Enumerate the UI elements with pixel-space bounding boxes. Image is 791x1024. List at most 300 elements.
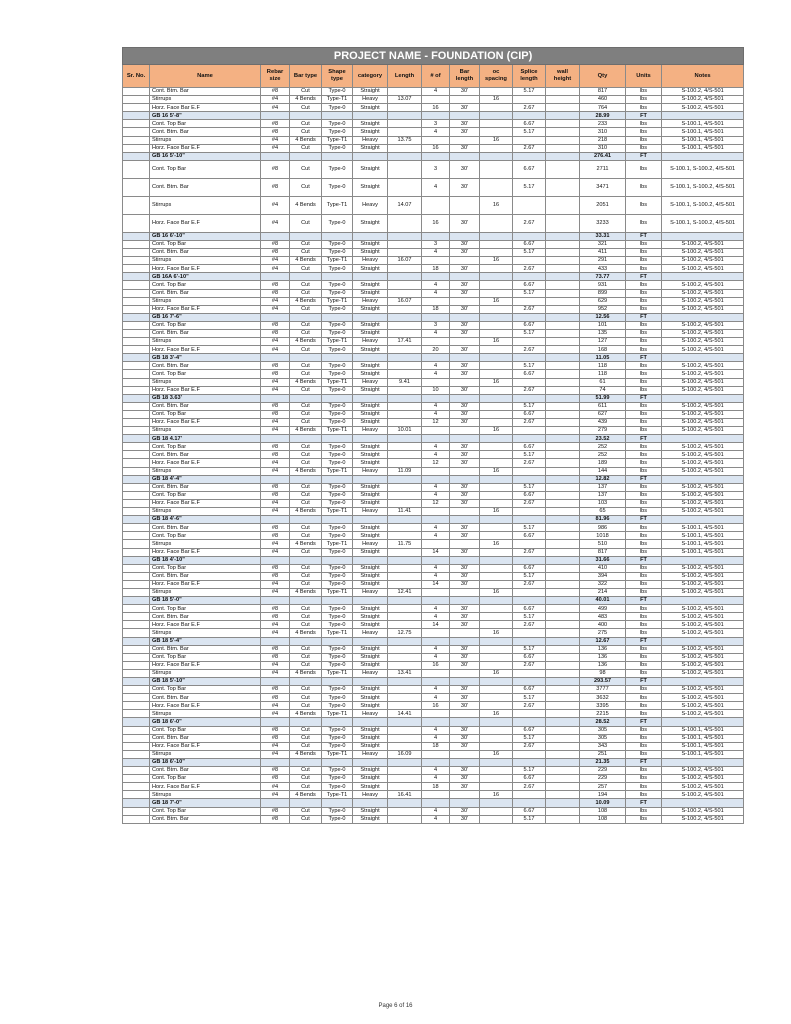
cell-len <box>388 645 422 653</box>
table-row <box>123 702 744 710</box>
cell-blen: 30' <box>450 144 480 152</box>
cell-units: lbs <box>626 532 662 540</box>
cell-name: Cont. Top Bar <box>150 443 261 451</box>
cell-oc <box>480 783 513 791</box>
cell-oc <box>480 362 513 370</box>
cell-name: GB 18 5'-0" <box>150 597 261 605</box>
cell-blen <box>450 338 480 346</box>
cell-wall <box>546 329 580 337</box>
cell-notes: S-100.2, 4/S-501 <box>662 775 744 783</box>
cell-name: Stirrups <box>150 629 261 637</box>
table-row <box>123 128 744 136</box>
cell-oc <box>480 799 513 807</box>
cell-sr <box>123 645 150 653</box>
cell-name: Stirrups <box>150 467 261 475</box>
cell-qty: 899 <box>580 289 626 297</box>
cell-oc <box>480 394 513 402</box>
cell-sr <box>123 178 150 196</box>
cell-sr <box>123 653 150 661</box>
cell-sr <box>123 750 150 758</box>
cell-len: 13.41 <box>388 669 422 677</box>
cell-shape: Type-0 <box>322 265 353 273</box>
cell-splice <box>513 112 546 120</box>
cell-qty: 108 <box>580 807 626 815</box>
cell-shape <box>322 435 353 443</box>
cell-num: 4 <box>422 767 450 775</box>
cell-blen: 30' <box>450 104 480 112</box>
cell-num <box>422 152 450 160</box>
cell-splice <box>513 435 546 443</box>
cell-blen: 30' <box>450 451 480 459</box>
cell-sr <box>123 427 150 435</box>
cell-bar: Cut <box>290 160 322 178</box>
cell-sr <box>123 532 150 540</box>
cell-size: #8 <box>261 613 290 621</box>
cell-bar: Cut <box>290 783 322 791</box>
cell-notes: S-100.2, 4/S-501 <box>662 499 744 507</box>
table-row <box>123 580 744 588</box>
cell-sr <box>123 605 150 613</box>
cell-shape <box>322 354 353 362</box>
group-header-row <box>123 556 744 564</box>
cell-shape <box>322 112 353 120</box>
cell-cat: Straight <box>353 329 388 337</box>
cell-splice <box>513 196 546 214</box>
cell-qty: 291 <box>580 257 626 265</box>
cell-name: GB 18 4'-4" <box>150 475 261 483</box>
cell-blen <box>450 378 480 386</box>
cell-cat: Straight <box>353 807 388 815</box>
cell-bar: Cut <box>290 734 322 742</box>
cell-oc <box>480 645 513 653</box>
cell-cat: Straight <box>353 532 388 540</box>
cell-wall <box>546 214 580 232</box>
cell-shape: Type-0 <box>322 783 353 791</box>
cell-size <box>261 435 290 443</box>
title-row <box>123 48 744 65</box>
cell-notes <box>662 475 744 483</box>
cell-len <box>388 564 422 572</box>
cell-qty: 229 <box>580 775 626 783</box>
cell-notes: S-100.2, 4/S-501 <box>662 669 744 677</box>
col-header-sr-no: Sr. No. <box>123 65 150 88</box>
table-row <box>123 196 744 214</box>
cell-notes: S-100.2, 4/S-501 <box>662 96 744 104</box>
cell-blen: 30' <box>450 783 480 791</box>
cell-size: #4 <box>261 96 290 104</box>
cell-qty: 189 <box>580 459 626 467</box>
cell-name: Horz. Face Bar E.F <box>150 346 261 354</box>
sheet-title: PROJECT NAME - FOUNDATION (CIP) <box>123 48 744 65</box>
cell-sr <box>123 451 150 459</box>
cell-len: 13.75 <box>388 136 422 144</box>
cell-blen: 30' <box>450 621 480 629</box>
cell-size: #8 <box>261 807 290 815</box>
cell-shape: Type-T1 <box>322 791 353 799</box>
cell-num <box>422 588 450 596</box>
cell-cat: Straight <box>353 702 388 710</box>
cell-qty: 214 <box>580 588 626 596</box>
cell-shape: Type-T1 <box>322 257 353 265</box>
cell-units: lbs <box>626 451 662 459</box>
cell-num <box>422 556 450 564</box>
cell-oc <box>480 305 513 313</box>
cell-len <box>388 742 422 750</box>
cell-cat: Heavy <box>353 427 388 435</box>
cell-num: 4 <box>422 524 450 532</box>
cell-shape: Type-0 <box>322 653 353 661</box>
cell-sr <box>123 799 150 807</box>
cell-name: Horz. Face Bar E.F <box>150 661 261 669</box>
cell-len <box>388 178 422 196</box>
table-row <box>123 214 744 232</box>
cell-len <box>388 305 422 313</box>
cell-cat <box>353 718 388 726</box>
cell-qty: 65 <box>580 508 626 516</box>
cell-units: lbs <box>626 257 662 265</box>
cell-bar: 4 Bends <box>290 750 322 758</box>
cell-cat: Heavy <box>353 338 388 346</box>
cell-wall <box>546 815 580 823</box>
cell-qty: 410 <box>580 564 626 572</box>
cell-bar: Cut <box>290 661 322 669</box>
cell-units: lbs <box>626 742 662 750</box>
cell-bar: 4 Bends <box>290 196 322 214</box>
cell-shape: Type-T1 <box>322 96 353 104</box>
cell-splice: 5.17 <box>513 178 546 196</box>
cell-splice: 2.67 <box>513 742 546 750</box>
cell-notes: S-100.2, 4/S-501 <box>662 629 744 637</box>
cell-shape: Type-0 <box>322 240 353 248</box>
cell-bar: 4 Bends <box>290 669 322 677</box>
cell-cat: Straight <box>353 419 388 427</box>
cell-oc <box>480 613 513 621</box>
cell-name: Stirrups <box>150 136 261 144</box>
cell-wall <box>546 499 580 507</box>
cell-len <box>388 249 422 257</box>
cell-blen: 30' <box>450 491 480 499</box>
cell-cat <box>353 152 388 160</box>
cell-size <box>261 556 290 564</box>
cell-len <box>388 475 422 483</box>
cell-num: 12 <box>422 499 450 507</box>
cell-size: #8 <box>261 694 290 702</box>
cell-len <box>388 386 422 394</box>
cell-cat: Straight <box>353 491 388 499</box>
cell-size: #8 <box>261 281 290 289</box>
cell-notes: S-100.2, 4/S-501 <box>662 694 744 702</box>
cell-len <box>388 524 422 532</box>
cell-splice: 2.67 <box>513 621 546 629</box>
cell-num <box>422 710 450 718</box>
cell-blen: 30' <box>450 702 480 710</box>
cell-size: #4 <box>261 750 290 758</box>
cell-shape: Type-T1 <box>322 540 353 548</box>
cell-num <box>422 791 450 799</box>
cell-qty: 23.52 <box>580 435 626 443</box>
cell-size: #8 <box>261 321 290 329</box>
cell-len <box>388 548 422 556</box>
cell-blen: 30' <box>450 775 480 783</box>
cell-name: GB 18 4'-6" <box>150 516 261 524</box>
cell-sr <box>123 621 150 629</box>
cell-qty: 293.57 <box>580 678 626 686</box>
cell-splice: 2.67 <box>513 548 546 556</box>
cell-cat: Straight <box>353 402 388 410</box>
cell-qty: 74 <box>580 386 626 394</box>
cell-notes: S-100.2, 4/S-501 <box>662 257 744 265</box>
cell-splice: 2.67 <box>513 144 546 152</box>
cell-blen <box>450 597 480 605</box>
cell-cat: Heavy <box>353 629 388 637</box>
cell-name: Horz. Face Bar E.F <box>150 580 261 588</box>
cell-blen: 30' <box>450 386 480 394</box>
cell-oc: 16 <box>480 427 513 435</box>
cell-wall <box>546 564 580 572</box>
cell-qty: 33.31 <box>580 232 626 240</box>
cell-qty: 118 <box>580 362 626 370</box>
group-header-row <box>123 597 744 605</box>
cell-size <box>261 475 290 483</box>
cell-wall <box>546 273 580 281</box>
cell-num: 18 <box>422 305 450 313</box>
cell-num: 4 <box>422 815 450 823</box>
cell-oc <box>480 686 513 694</box>
cell-cat: Straight <box>353 783 388 791</box>
table-row <box>123 767 744 775</box>
cell-oc: 16 <box>480 257 513 265</box>
cell-cat: Straight <box>353 128 388 136</box>
cell-oc <box>480 443 513 451</box>
cell-splice <box>513 338 546 346</box>
cell-units: lbs <box>626 240 662 248</box>
cell-splice: 2.67 <box>513 214 546 232</box>
cell-notes: S-100.1, 4/S-501 <box>662 548 744 556</box>
cell-shape: Type-0 <box>322 491 353 499</box>
cell-blen: 30' <box>450 661 480 669</box>
cell-len <box>388 580 422 588</box>
cell-blen: 30' <box>450 321 480 329</box>
cell-name: Cont. Btm. Bar <box>150 329 261 337</box>
cell-qty: 11.05 <box>580 354 626 362</box>
cell-oc <box>480 313 513 321</box>
cell-cat: Straight <box>353 653 388 661</box>
cell-size <box>261 232 290 240</box>
cell-bar: Cut <box>290 128 322 136</box>
cell-len <box>388 128 422 136</box>
cell-wall <box>546 532 580 540</box>
cell-shape: Type-0 <box>322 621 353 629</box>
cell-name: GB 18 6'-0" <box>150 718 261 726</box>
table-row <box>123 726 744 734</box>
cell-bar: Cut <box>290 178 322 196</box>
cell-qty: 136 <box>580 645 626 653</box>
cell-num: 4 <box>422 178 450 196</box>
cell-cat: Heavy <box>353 588 388 596</box>
cell-len <box>388 661 422 669</box>
cell-units: lbs <box>626 605 662 613</box>
cell-name: Cont. Top Bar <box>150 726 261 734</box>
cell-name: Stirrups <box>150 588 261 596</box>
table-row <box>123 540 744 548</box>
cell-size: #8 <box>261 572 290 580</box>
cell-size: #4 <box>261 621 290 629</box>
cell-len <box>388 734 422 742</box>
cell-notes <box>662 799 744 807</box>
cell-len <box>388 694 422 702</box>
cell-num <box>422 435 450 443</box>
cell-bar: Cut <box>290 524 322 532</box>
cell-splice: 5.17 <box>513 524 546 532</box>
cell-sr <box>123 791 150 799</box>
cell-size: #8 <box>261 775 290 783</box>
cell-splice: 2.67 <box>513 661 546 669</box>
cell-shape: Type-T1 <box>322 378 353 386</box>
cell-len: 16.41 <box>388 791 422 799</box>
table-row <box>123 588 744 596</box>
table-row <box>123 257 744 265</box>
cell-blen: 30' <box>450 734 480 742</box>
cell-units: lbs <box>626 370 662 378</box>
cell-cat: Heavy <box>353 791 388 799</box>
cell-notes <box>662 516 744 524</box>
cell-wall <box>546 524 580 532</box>
cell-bar <box>290 435 322 443</box>
cell-num <box>422 96 450 104</box>
table-row <box>123 386 744 394</box>
cell-bar: Cut <box>290 572 322 580</box>
cell-units: lbs <box>626 540 662 548</box>
table-row <box>123 265 744 273</box>
cell-name: Cont. Top Bar <box>150 605 261 613</box>
cell-len <box>388 435 422 443</box>
cell-cat: Heavy <box>353 540 388 548</box>
cell-num: 12 <box>422 419 450 427</box>
cell-cat: Heavy <box>353 710 388 718</box>
cell-shape: Type-0 <box>322 120 353 128</box>
table-row <box>123 419 744 427</box>
cell-name: Cont. Btm. Bar <box>150 451 261 459</box>
cell-shape: Type-0 <box>322 499 353 507</box>
cell-wall <box>546 386 580 394</box>
cell-blen <box>450 354 480 362</box>
cell-blen: 30' <box>450 807 480 815</box>
cell-name: Stirrups <box>150 338 261 346</box>
group-header-row <box>123 394 744 402</box>
cell-qty: 2711 <box>580 160 626 178</box>
col-header-splice-length: Splice length <box>513 65 546 88</box>
cell-bar <box>290 718 322 726</box>
cell-cat: Straight <box>353 613 388 621</box>
cell-blen <box>450 96 480 104</box>
cell-splice: 2.67 <box>513 386 546 394</box>
cell-splice <box>513 427 546 435</box>
cell-len <box>388 516 422 524</box>
cell-cat <box>353 637 388 645</box>
table-row <box>123 240 744 248</box>
cell-blen: 30' <box>450 419 480 427</box>
cell-shape: Type-0 <box>322 305 353 313</box>
cell-shape: Type-0 <box>322 483 353 491</box>
cell-len <box>388 240 422 248</box>
cell-name: Horz. Face Bar E.F <box>150 702 261 710</box>
cell-oc <box>480 265 513 273</box>
cell-units: FT <box>626 354 662 362</box>
table-row <box>123 451 744 459</box>
cell-name: GB 16 7'-6" <box>150 313 261 321</box>
cell-blen <box>450 257 480 265</box>
cell-splice: 5.17 <box>513 734 546 742</box>
cell-shape: Type-0 <box>322 289 353 297</box>
cell-oc: 16 <box>480 96 513 104</box>
cell-notes: S-100.2, 4/S-501 <box>662 661 744 669</box>
cell-sr <box>123 694 150 702</box>
cell-len <box>388 273 422 281</box>
cell-bar: Cut <box>290 443 322 451</box>
cell-splice <box>513 257 546 265</box>
cell-bar: Cut <box>290 346 322 354</box>
cell-sr <box>123 726 150 734</box>
cell-size: #4 <box>261 508 290 516</box>
cell-wall <box>546 678 580 686</box>
cell-num: 4 <box>422 807 450 815</box>
cell-units: FT <box>626 758 662 766</box>
cell-wall <box>546 427 580 435</box>
cell-size: #4 <box>261 459 290 467</box>
cell-splice <box>513 799 546 807</box>
cell-num <box>422 313 450 321</box>
cell-notes: S-100.2, 4/S-501 <box>662 767 744 775</box>
cell-blen <box>450 273 480 281</box>
cell-oc: 16 <box>480 629 513 637</box>
cell-qty: 310 <box>580 128 626 136</box>
cell-cat <box>353 232 388 240</box>
cell-notes: S-100.2, 4/S-501 <box>662 791 744 799</box>
cell-blen: 30' <box>450 653 480 661</box>
cell-qty: 103 <box>580 499 626 507</box>
cell-len <box>388 346 422 354</box>
cell-sr <box>123 321 150 329</box>
cell-wall <box>546 435 580 443</box>
cell-sr <box>123 329 150 337</box>
cell-wall <box>546 305 580 313</box>
cell-oc <box>480 321 513 329</box>
table-row <box>123 524 744 532</box>
cell-cat <box>353 475 388 483</box>
cell-bar <box>290 112 322 120</box>
cell-qty: 136 <box>580 653 626 661</box>
cell-wall <box>546 467 580 475</box>
cell-shape <box>322 394 353 402</box>
cell-shape: Type-0 <box>322 726 353 734</box>
cell-name: Stirrups <box>150 669 261 677</box>
cell-splice: 5.17 <box>513 289 546 297</box>
cell-len <box>388 419 422 427</box>
cell-cat: Straight <box>353 289 388 297</box>
cell-sr <box>123 104 150 112</box>
cell-size: #4 <box>261 467 290 475</box>
cell-notes: S-100.2, 4/S-501 <box>662 370 744 378</box>
cell-splice <box>513 232 546 240</box>
cell-len: 16.09 <box>388 750 422 758</box>
cell-len <box>388 160 422 178</box>
cell-sr <box>123 160 150 178</box>
cell-name: Stirrups <box>150 791 261 799</box>
cell-num <box>422 297 450 305</box>
cell-oc <box>480 249 513 257</box>
cell-units: lbs <box>626 734 662 742</box>
header-row <box>123 65 744 88</box>
